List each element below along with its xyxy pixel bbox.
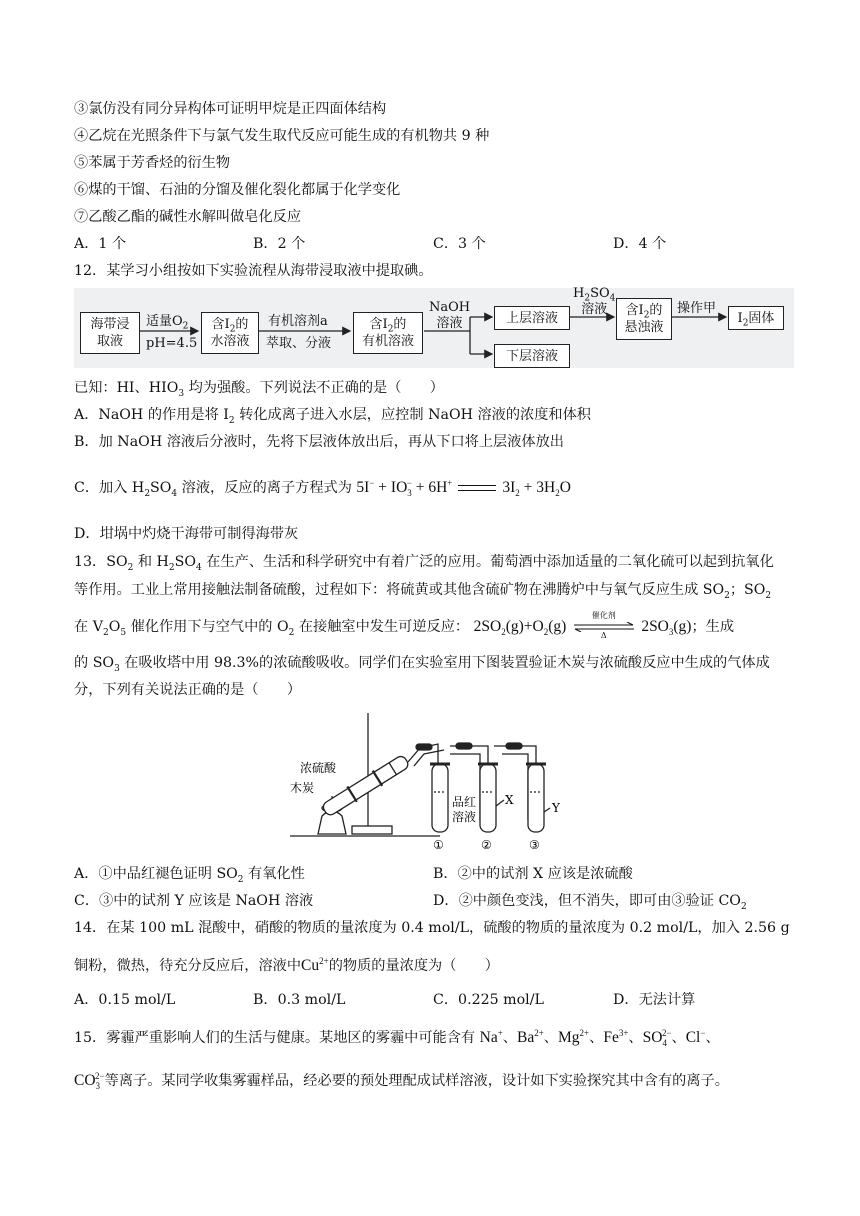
arrow1-top-label: 适量$O_2$ — [146, 314, 189, 332]
label-num-2: ② — [481, 838, 492, 852]
q13-option-b[interactable]: B．②中的试剂 X 应该是浓硫酸 — [433, 866, 633, 882]
arrow2-bottom-label: 萃取、分液 — [266, 336, 332, 351]
box-upper-layer: 上层溶液 — [494, 306, 570, 330]
q14-option-a[interactable]: A．0.15 mol/L — [74, 992, 176, 1008]
q13-option-d[interactable]: D．②中颜色变浅，但不消失，即可由③验证 $CO_2$ — [433, 893, 747, 912]
q12-option-c[interactable]: C．加入 $H_2SO_4$ 溶液，反应的离子方程式为 $5I^- + IO_3^- + 6H^+$ $3I_2 + 3H_2O$ — [74, 477, 571, 499]
q11-item-3: ③氯仿没有同分异构体可证明甲烷是正四面体结构 — [74, 101, 387, 117]
box-seaweed-extract: 海带浸 取液 — [80, 312, 140, 354]
label-carbon: 木炭 — [290, 781, 315, 795]
q11-option-a[interactable]: A．1 个 — [74, 236, 127, 252]
box-iodine-suspension: 含$I_2$的 悬浊液 — [616, 298, 672, 340]
q13-option-c[interactable]: C．③中的试剂 Y 应该是 NaOH 溶液 — [74, 893, 314, 909]
q13-line-3: 在 $V_2O_5$ 催化作用下与空气中的 $O_2$ 在接触室中发生可逆反应： $2SO_2(g)+O_2(g)$ 催化剂 Δ $2SO_3(g)$；生成 — [74, 611, 735, 640]
arrow2-top-label: 有机溶剂a — [268, 314, 328, 329]
arrow4-label: $H_2SO_4$ 溶液 — [573, 286, 616, 317]
arrow3-label: NaOH 溶液 — [429, 300, 471, 331]
q12-option-b[interactable]: B．加 NaOH 溶液后分液时，先将下层液体放出后，再从下口将上层液体放出 — [74, 434, 564, 450]
label-num-3: ③ — [529, 838, 540, 852]
q13-apparatus-figure — [290, 708, 580, 853]
q11-item-6: ⑥煤的干馏、石油的分馏及催化裂化都属于化学变化 — [74, 182, 401, 198]
q15-line-1: 15．雾霾严重影响人们的生活与健康。某地区的雾霾中可能含有 Na+、$Ba^{2+}$、$Mg^{2+}$、$Fe^{3+}$、$SO_4^{2-}$、Cl−、 — [74, 1027, 720, 1049]
label-num-1: ① — [433, 838, 444, 852]
q12-option-d[interactable]: D．坩埚中灼烧干海带可制得海带灰 — [74, 526, 299, 542]
q14-line-2: 铜粉，微热，待充分反应后，溶液中$Cu^{2+}$的物质的量浓度为（ ） — [74, 955, 499, 974]
q12-known: 已知：HI、$HIO_3$ 均为强酸。下列说法不正确的是（ ） — [74, 380, 444, 399]
q11-item-4: ④乙烷在光照条件下与氯气发生取代反应可能生成的有机物共 9 种 — [74, 128, 490, 144]
q14-option-d[interactable]: D．无法计算 — [613, 992, 696, 1008]
q11-option-b[interactable]: B．2 个 — [253, 236, 306, 252]
label-y: Y — [552, 801, 560, 815]
equals-double-line — [458, 485, 496, 491]
q11-item-5: ⑤苯属于芳香烃的衍生物 — [74, 155, 231, 171]
q12-stem: 12．某学习小组按如下实验流程从海带浸取液中提取碘。 — [74, 263, 433, 279]
q11-option-c[interactable]: C．3 个 — [433, 236, 486, 252]
q13-line-1: 13．$SO_2$ 和 $H_2SO_4$ 在生产、生活和科学研究中有着广泛的应用。葡萄酒中添加适量的二氧化硫可以起到抗氧化 — [74, 554, 774, 573]
label-pinhong-1: 品红 — [452, 795, 477, 809]
arrow5-label: 操作甲 — [677, 301, 717, 316]
arrow1-bottom-label: pH=4.5 — [146, 336, 198, 351]
label-x: X — [505, 793, 514, 807]
q13-option-a[interactable]: A．①中品红褪色证明 $SO_2$ 有氧化性 — [74, 866, 305, 885]
box-iodine-organic: 含$I_2$的 有机溶液 — [353, 312, 423, 354]
q14-line-1: 14．在某 100 mL 混酸中，硝酸的物质的量浓度为 0.4 mol/L，硫酸的物质的量浓度为 0.2 mol/L，加入 2.56 g — [74, 920, 790, 936]
box-lower-layer: 下层溶液 — [494, 344, 570, 368]
q13-line-5: 分，下列有关说法正确的是（ ） — [74, 682, 302, 698]
label-pinhong-2: 溶液 — [452, 810, 477, 824]
q11-option-d[interactable]: D．4 个 — [613, 236, 667, 252]
box-iodine-solid: $I_2$固体 — [728, 306, 784, 330]
reversible-arrow: 催化剂 Δ — [573, 617, 635, 637]
q14-option-b[interactable]: B．0.3 mol/L — [253, 992, 346, 1008]
q12-option-a[interactable]: A．NaOH 的作用是将 $I_2$ 转化成离子进入水层，应控制 NaOH 溶液的浓度和体积 — [74, 407, 591, 426]
q14-option-c[interactable]: C．0.225 mol/L — [433, 992, 544, 1008]
label-acid: 浓硫酸 — [300, 761, 337, 775]
q13-line-4: 的 $SO_3$ 在吸收塔中用 98.3%的浓硫酸吸收。同学们在实验室用下图装置验证木炭与浓硫酸反应中生成的气体成 — [74, 655, 770, 674]
box-iodine-water: 含$I_2$的 水溶液 — [201, 312, 259, 354]
q11-item-7: ⑦乙酸乙酯的碱性水解叫做皂化反应 — [74, 209, 302, 225]
q15-line-2: $CO_3^{2-}$等离子。某同学收集雾霾样品，经必要的预处理配成试样溶液，设计如下实验探究其中含有的离子。 — [74, 1070, 729, 1092]
q13-line-2: 等作用。工业上常用接触法制备硫酸，过程如下：将硫黄或其他含硫矿物在沸腾炉中与氧气反应生成 $SO_2$；$SO_2$ — [74, 582, 772, 601]
